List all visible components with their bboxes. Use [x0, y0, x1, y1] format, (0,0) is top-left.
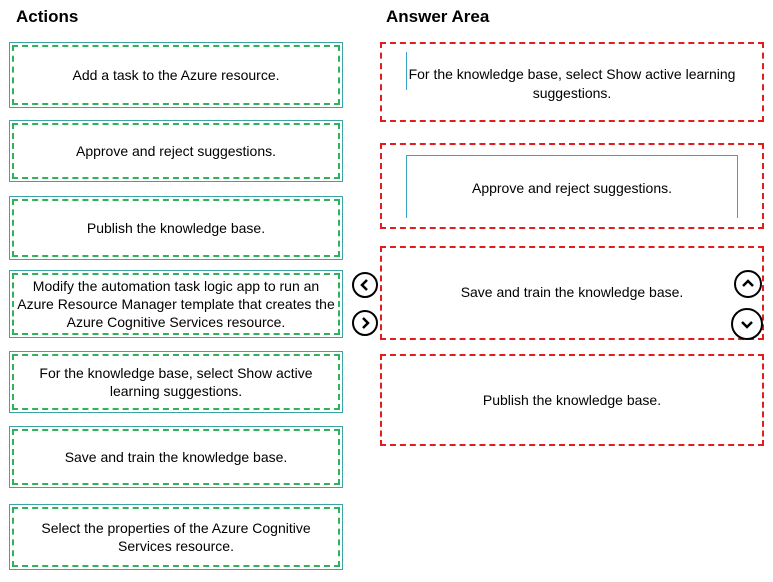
action-item-label: For the knowledge base, select Show active learning suggestions. [39, 365, 313, 399]
answer-area-heading: Answer Area [386, 7, 490, 26]
move-left-button[interactable] [352, 272, 378, 298]
action-item-label: Modify the automation task logic app to run an Azure Resource Manager template that creates the Azure Cognitive Services resource. [17, 278, 335, 330]
answer-item-1[interactable]: For the knowledge base, select Show active learning suggestions. [408, 66, 736, 101]
right-arrow-icon [358, 316, 372, 330]
answer-slot-3[interactable] [380, 246, 764, 340]
answer-slot-4[interactable] [380, 354, 764, 446]
actions-heading: Actions [16, 7, 79, 26]
down-arrow-icon [739, 316, 755, 332]
action-item-1[interactable] [9, 42, 343, 108]
action-item-3[interactable] [9, 196, 343, 260]
action-item-5[interactable] [9, 351, 343, 413]
answer-item-2[interactable]: Approve and reject suggestions. [471, 180, 672, 196]
action-item-label: Add a task to the Azure resource. [72, 67, 280, 83]
answer-slot-2[interactable] [380, 143, 764, 229]
action-item-4[interactable] [9, 270, 343, 338]
action-item-label: Select the properties of the Azure Cognitive Services resource. [41, 520, 311, 554]
move-right-button[interactable] [352, 310, 378, 336]
action-item-2[interactable] [9, 120, 343, 182]
action-item-label: Save and train the knowledge base. [64, 449, 288, 465]
move-up-button[interactable] [734, 270, 762, 298]
action-item-7[interactable] [9, 504, 343, 570]
action-item-6[interactable] [9, 426, 343, 488]
left-arrow-icon [358, 278, 372, 292]
move-down-button[interactable] [731, 308, 763, 340]
answer-item-3[interactable]: Save and train the knowledge base. [460, 284, 684, 300]
action-item-label: Publish the knowledge base. [86, 220, 266, 236]
answer-slot-1[interactable] [380, 42, 764, 122]
answer-item-4[interactable]: Publish the knowledge base. [482, 392, 662, 408]
up-arrow-icon [741, 277, 755, 291]
action-item-label: Approve and reject suggestions. [75, 143, 276, 159]
